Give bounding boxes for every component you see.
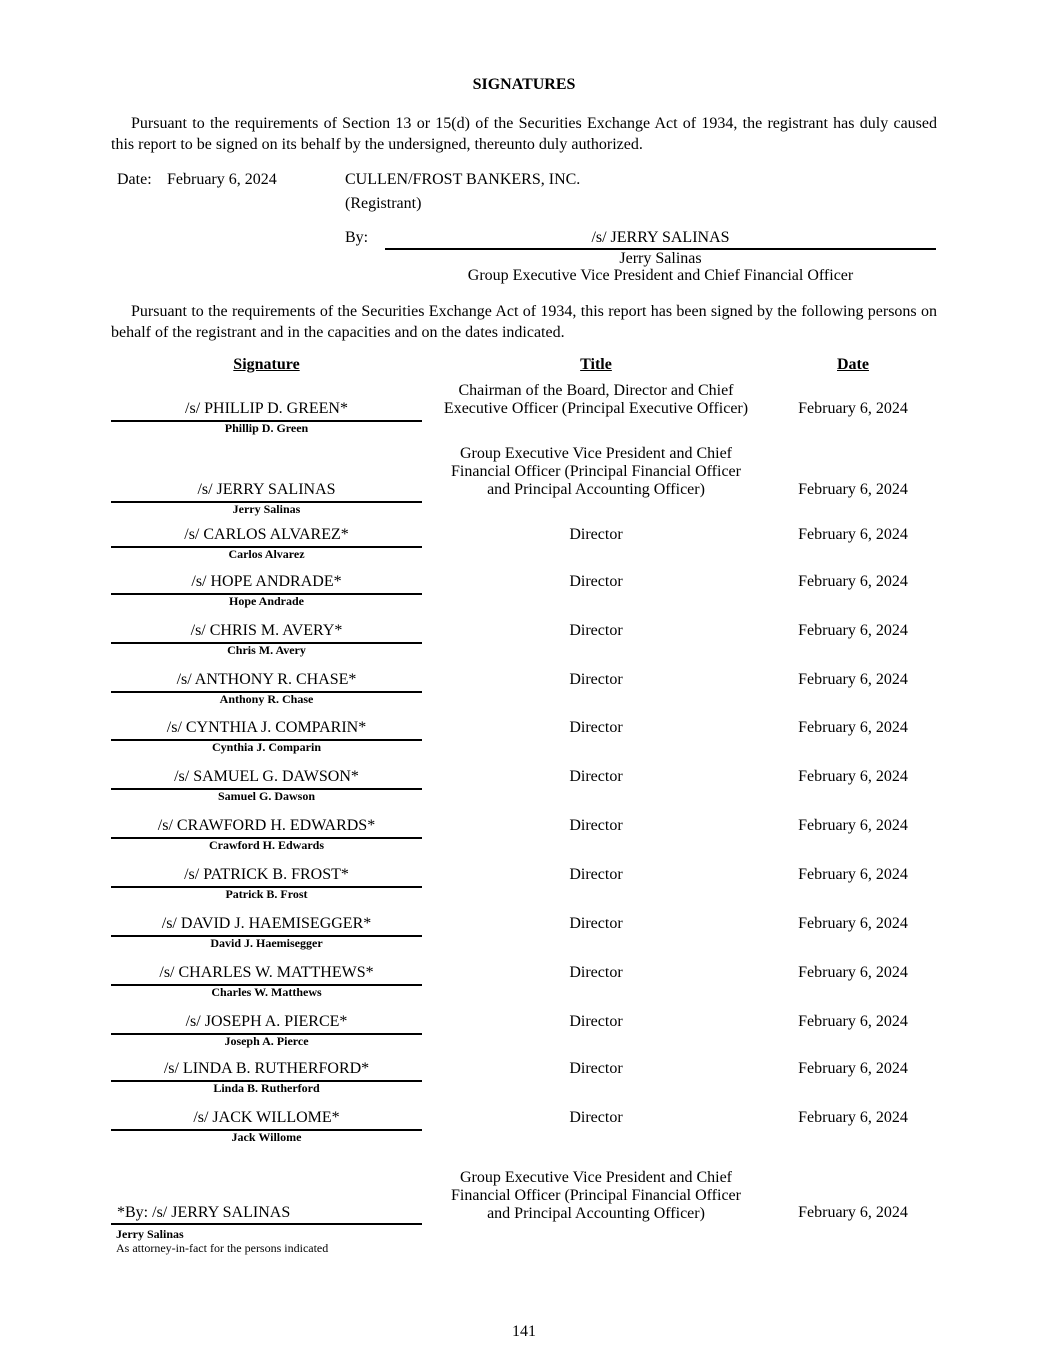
by-title: Group Executive Vice President and Chief Financial Officer: [467, 267, 854, 284]
attorney-note: As attorney-in-fact for the persons indicated: [116, 1241, 329, 1255]
signature-date: February 6, 2024: [798, 481, 908, 498]
signature-line-text: /s/ DAVID J. HAEMISEGGER*: [161, 915, 372, 932]
signature-line-text: /s/ CRAWFORD H. EDWARDS*: [157, 817, 376, 834]
signer-title-line: Director: [569, 866, 623, 883]
signer-name: Linda B. Rutherford: [213, 1081, 320, 1095]
signer-title: [422, 622, 770, 640]
signature-date: February 6, 2024: [798, 817, 908, 834]
signer-name: Cynthia J. Comparin: [211, 740, 321, 754]
signature-date: February 6, 2024: [798, 1060, 908, 1077]
signature-date: February 6, 2024: [798, 1013, 908, 1030]
signer-title-line: Director: [569, 915, 623, 932]
signer-title-line: Director: [569, 1060, 623, 1077]
signature-date: February 6, 2024: [798, 866, 908, 883]
registrant-label: (Registrant): [345, 195, 422, 212]
signer-name: Hope Andrade: [228, 594, 304, 608]
date-column-header: Date: [837, 356, 869, 373]
signer-name: Anthony R. Chase: [219, 692, 314, 706]
signature-date: February 6, 2024: [798, 1109, 908, 1126]
signer-title: [422, 1013, 770, 1031]
signer-name: Jack Willome: [231, 1130, 302, 1144]
signer-name: David J. Haemisegger: [210, 936, 323, 950]
signer-name: Charles W. Matthews: [211, 985, 322, 999]
signature-line-text: /s/ JOSEPH A. PIERCE*: [185, 1013, 348, 1030]
by-label: By:: [345, 229, 369, 246]
signer-title-line: Director: [569, 768, 623, 785]
signer-title: [422, 573, 770, 591]
attorney-signature-line: [111, 1223, 422, 1225]
signer-title: [422, 768, 770, 786]
signature-line-text: /s/ CHRIS M. AVERY*: [190, 622, 343, 639]
signer-title-line: Director: [569, 964, 623, 981]
signer-title: [422, 382, 770, 418]
signer-title: [422, 866, 770, 884]
attorney-signature: *By: /s/ JERRY SALINAS: [117, 1204, 291, 1221]
signer-title: [422, 915, 770, 933]
signer-title-line: Director: [569, 573, 623, 590]
signer-title-line: Group Executive Vice President and Chief: [460, 445, 732, 462]
signer-title-line: Financial Officer (Principal Financial Officer: [451, 463, 741, 480]
signer-title-line: Director: [569, 671, 623, 688]
signature-line-text: /s/ JACK WILLOME*: [193, 1109, 340, 1126]
signer-title-line: Director: [569, 1109, 623, 1126]
company-name: CULLEN/FROST BANKERS, INC.: [345, 171, 581, 188]
attorney-title-line: Financial Officer (Principal Financial Officer: [451, 1187, 741, 1204]
signer-name: Jerry Salinas: [232, 502, 301, 516]
signature-column-header: Signature: [233, 356, 300, 373]
attorney-name: Jerry Salinas: [116, 1227, 184, 1241]
signer-title-line: Director: [569, 526, 623, 543]
signer-name: Samuel G. Dawson: [217, 789, 315, 803]
signer-name: Patrick B. Frost: [225, 887, 308, 901]
signature-date: February 6, 2024: [798, 526, 908, 543]
signature-date: February 6, 2024: [798, 622, 908, 639]
signature-line-text: /s/ LINDA B. RUTHERFORD*: [163, 1060, 370, 1077]
page-title: SIGNATURES: [472, 76, 576, 93]
signature-line-text: /s/ PATRICK B. FROST*: [184, 866, 349, 883]
signer-title-line: and Principal Accounting Officer): [487, 481, 705, 498]
attorney-title: [422, 1169, 770, 1223]
signer-title: [422, 1109, 770, 1127]
attorney-title-line: Group Executive Vice President and Chief: [460, 1169, 732, 1186]
signature-line-text: /s/ SAMUEL G. DAWSON*: [174, 768, 359, 785]
signer-name: Carlos Alvarez: [228, 547, 305, 561]
signature-line-text: /s/ PHILLIP D. GREEN*: [185, 400, 348, 417]
signer-title: [422, 964, 770, 982]
date-value: February 6, 2024: [167, 171, 277, 188]
signature-date: February 6, 2024: [798, 964, 908, 981]
signer-title: [422, 817, 770, 835]
signature-date: February 6, 2024: [798, 719, 908, 736]
signature-date: February 6, 2024: [798, 573, 908, 590]
signer-title-line: Director: [569, 719, 623, 736]
signer-name: Crawford H. Edwards: [208, 838, 324, 852]
signature-date: February 6, 2024: [798, 915, 908, 932]
signer-name: Chris M. Avery: [227, 643, 306, 657]
signer-title-line: Director: [569, 817, 623, 834]
intro-paragraph: Pursuant to the requirements of Section 13 or 15(d) of the Securities Exchange Act of 1934, the registrant has duly caused this report to be signed on its behalf by the undersigned, thereunto duly authorized.: [111, 115, 937, 153]
title-column-header: Title: [580, 356, 612, 373]
signer-title: [422, 671, 770, 689]
attorney-title-line: and Principal Accounting Officer): [487, 1205, 705, 1222]
signature-line-text: /s/ CARLOS ALVAREZ*: [184, 526, 349, 543]
signer-title-line: Director: [569, 1013, 623, 1030]
signature-date: February 6, 2024: [798, 400, 908, 417]
signer-title: [422, 1060, 770, 1078]
signer-title-line: Director: [569, 622, 623, 639]
attorney-date: February 6, 2024: [798, 1204, 908, 1221]
signature-line-text: /s/ HOPE ANDRADE*: [191, 573, 342, 590]
signer-title-line: Chairman of the Board, Director and Chief: [458, 382, 734, 399]
signature-line-text: /s/ ANTHONY R. CHASE*: [176, 671, 357, 688]
signature-date: February 6, 2024: [798, 768, 908, 785]
signer-title: [422, 719, 770, 737]
signer-title: [422, 445, 770, 499]
second-paragraph: Pursuant to the requirements of the Securities Exchange Act of 1934, this report has been signed by the following persons on behalf of the registrant and in the capacities and on the dates indicated.: [111, 303, 937, 341]
signer-title-line: Executive Officer (Principal Executive Officer): [443, 400, 749, 417]
by-name: Jerry Salinas: [619, 250, 702, 267]
signer-name: Joseph A. Pierce: [224, 1034, 309, 1048]
signature-line-text: /s/ JERRY SALINAS: [197, 481, 336, 498]
signer-name: Phillip D. Green: [224, 421, 309, 435]
by-signature: /s/ JERRY SALINAS: [591, 229, 730, 246]
signature-date: February 6, 2024: [798, 671, 908, 688]
date-label: Date:: [117, 171, 152, 188]
signature-line-text: /s/ CYNTHIA J. COMPARIN*: [166, 719, 367, 736]
signature-line-text: /s/ CHARLES W. MATTHEWS*: [159, 964, 374, 981]
page-number: 141: [512, 1323, 536, 1340]
signer-title: [422, 526, 770, 544]
